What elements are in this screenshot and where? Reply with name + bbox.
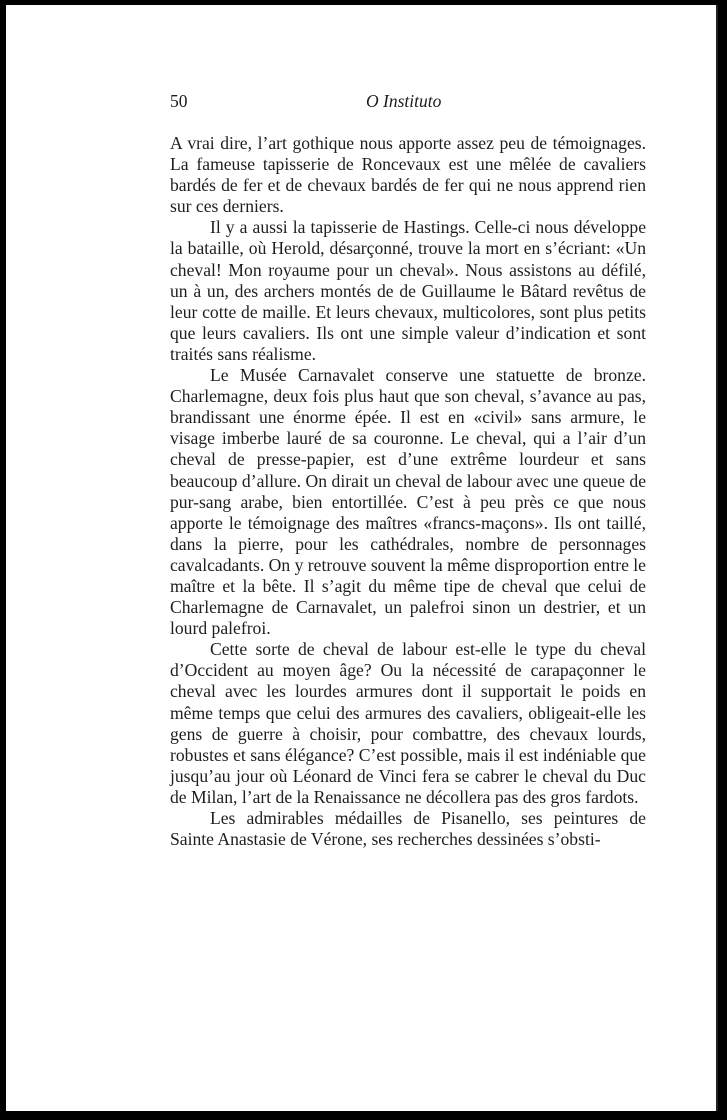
body-text xyxy=(170,133,646,850)
paragraph-1: A vrai dire, l’art gothique nous apporte assez peu de témoignages. La fameuse tapisserie de Roncevaux est une mêlée de cavaliers bardés de fer et de chevaux bardés de fer qui ne nous apprend rien sur ces derniers. xyxy=(170,133,646,217)
book-page xyxy=(6,5,718,1111)
paragraph-5: Les admirables médailles de Pisanello, ses peintures de Sainte Anastasie de Vérone, ses recherches dessinées s’obsti- xyxy=(170,808,646,850)
running-title: O Instituto xyxy=(366,91,442,111)
paragraph-4: Cette sorte de cheval de labour est-elle le type du cheval d’Occident au moyen âge? Ou la nécessité de carapaçonner le cheval avec les lourdes armures dont il supportait le poids en même temps que celui des armures des cavaliers, obligeait-elle les gens de guerre à choisir, pour combattre, des chevaux lourds, robustes et sans élégance? C’est possible, mais il est indéniable que jusqu’au jour où Léonard de Vinci fera se cabrer le cheval du Duc de Milan, l’art de la Renaissance ne décollera pas des gros fardots. xyxy=(170,639,646,807)
page-number: 50 xyxy=(170,91,188,111)
page-header xyxy=(170,91,646,115)
paragraph-2: Il y a aussi la tapisserie de Hastings. Celle-ci nous développe la bataille, où Herold, désarçonné, trouve la mort en s’écriant: «Un cheval! Mon royaume pour un cheval». Nous assistons au défilé, un à un, des archers montés de de Guillaume le Bâtard revêtus de leur cotte de maille. Et leurs chevaux, multicolores, sont plus petits que leurs cavaliers. Ils ont une simple valeur d’indication et sont traités sans réalisme. xyxy=(170,217,646,364)
paragraph-3: Le Musée Carnavalet conserve une statuette de bronze. Charlemagne, deux fois plus haut que son cheval, s’avance au pas, brandissant une énorme épée. Il est en «civil» sans armure, le visage imberbe lauré de sa couronne. Le cheval, qui a l’air d’un cheval de presse-papier, est d’une extrême lourdeur et sans beaucoup d’allure. On dirait un cheval de labour avec une queue de pur-sang arabe, bien entortillée. C’est à peu près ce que nous apporte le témoignage des maîtres «francs-maçons». Ils ont taillé, dans la pierre, pour les cathédrales, nombre de personnages cavalcadants. On y retrouve souvent la même disproportion entre le maître et la bête. Il s’agit du même tipe de cheval que celui de Charlemagne de Carnavalet, un palefroi sinon un destrier, et un lourd palefroi. xyxy=(170,365,646,639)
